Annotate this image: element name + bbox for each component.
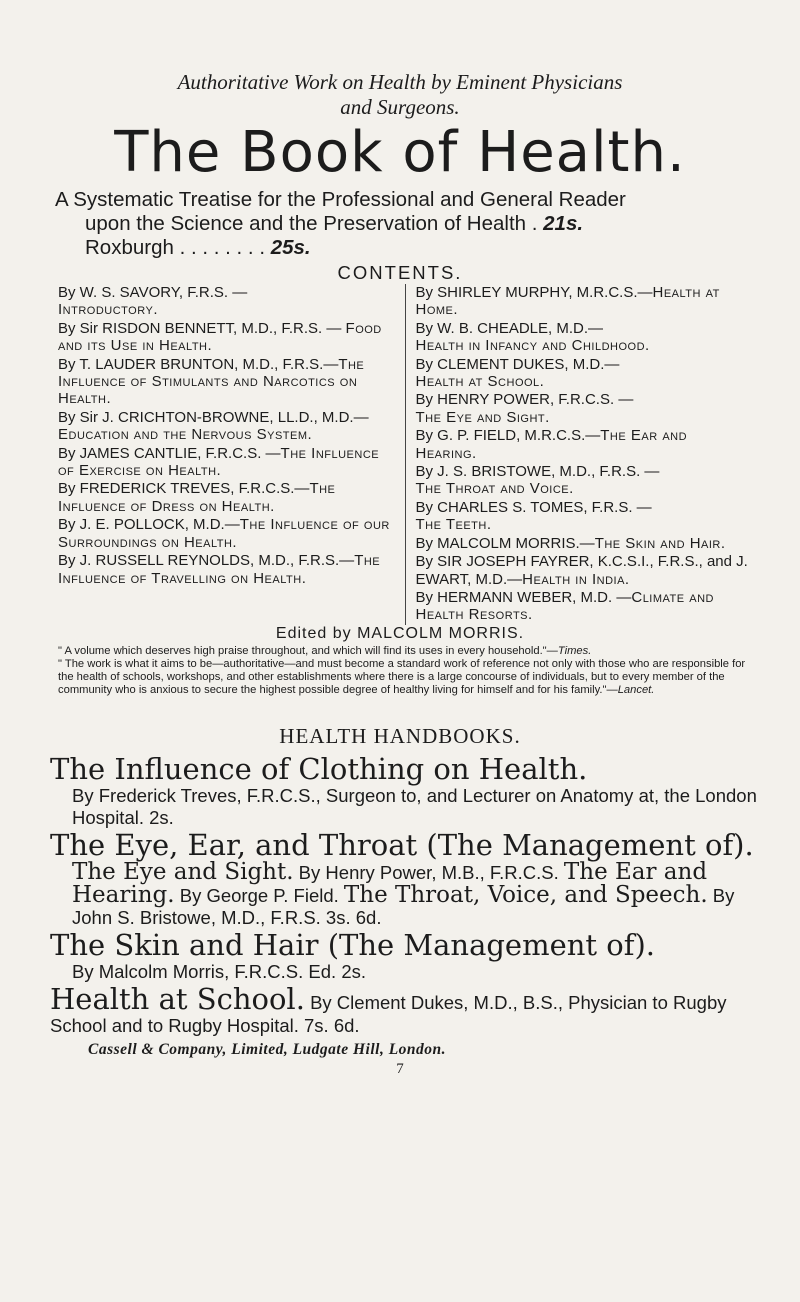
entry-author: By CHARLES S. TOMES, F.R.S. — (415, 498, 652, 516)
entry-author: By HENRY POWER, F.R.C.S. — (415, 391, 634, 409)
handbook-details: By Malcolm Morris, F.R.C.S. Ed. 2s. (72, 960, 366, 982)
handbook-part: The Ear and Hearing. (72, 858, 708, 908)
handbook-author: By George P. Field. (174, 884, 344, 906)
page-title: The Book of Health. (114, 120, 686, 185)
handbook-item (50, 929, 760, 983)
entry-subject: Health at School. (415, 373, 545, 391)
entry-author: By MALCOLM MORRIS.— (415, 534, 595, 552)
entry-author: By FREDERICK TREVES, F.R.C.S.— (58, 480, 310, 498)
entry-subject: Climate and Health Resorts. (415, 588, 714, 624)
intro-line3-text: Roxburgh . . . . . . . . (85, 236, 271, 259)
intro-line1: A Systematic Treatise for the Professional and General Reader (55, 188, 626, 211)
entry-author: By G. P. FIELD, M.R.C.S.— (415, 427, 601, 445)
contents-entry (416, 535, 753, 552)
entry-author: By T. LAUDER BRUNTON, M.D., F.R.S.— (58, 355, 339, 373)
handbooks-list (50, 753, 760, 1037)
entry-subject: The Ear and Hearing. (415, 427, 688, 462)
entry-subject: Health in India. (522, 570, 630, 588)
quote-text: " A volume which deserves high praise throughout, and which will find its uses in every household."— (58, 644, 558, 657)
intro-line2 (55, 212, 755, 236)
contents-entry (58, 552, 395, 587)
price-roxburgh: 25s. (270, 236, 311, 259)
entry-author: By HERMANN WEBER, M.D. — (415, 588, 632, 606)
handbook-details: By Frederick Treves, F.R.C.S., Surgeon to, and Lecturer on Anatomy at, the London Hospital. 2s. (72, 784, 757, 828)
entry-author: By CLEMENT DUKES, M.D.— (415, 355, 620, 373)
entry-subject: Food and its Use in Health. (58, 319, 382, 355)
handbook-title: The Eye, Ear, and Throat (The Management of). (50, 827, 754, 862)
contents-entry (416, 356, 753, 391)
entry-subject: The Influence of Exercise on Health. (58, 444, 380, 480)
contents-entry (58, 284, 395, 319)
tagline-line1: Authoritative Work on Health by Eminent Physicians (177, 70, 623, 94)
contents-entry (416, 427, 753, 462)
contents-entry (416, 499, 753, 534)
quote-source: Times. (557, 644, 592, 657)
review-quote (58, 645, 752, 658)
entry-subject: Education and the Nervous System. (58, 426, 313, 444)
handbook-details: By Clement Dukes, M.D., B.S., Physician to Rugby School and to Rugby Hospital. 7s. 6d. (50, 991, 727, 1036)
quote-source: Lancet. (617, 684, 655, 697)
price-standard: 21s. (543, 212, 584, 235)
quote-text: " The work is what it aims to be—authoritative—and must become a standard work of reference not only with those who are responsible for the health of schools, workshops, and other establishments where there is a large concourse of individuals, but to every member of the community who is anxious to secure the highest possible degree of healthy living for himself and for his family."— (58, 657, 746, 697)
contents-entry (416, 589, 753, 624)
header-tagline (0, 0, 800, 120)
contents-title: CONTENTS. (337, 262, 463, 283)
entry-subject: The Teeth. (415, 516, 492, 534)
handbook-part: The Throat, Voice, and Speech. (343, 881, 708, 908)
contents-entry (416, 391, 753, 426)
contents-entry (58, 516, 395, 551)
editor-line: Edited by MALCOLM MORRIS. (275, 624, 525, 642)
handbooks-title: HEALTH HANDBOOKS. (279, 723, 521, 748)
entry-subject: The Influence of Stimulants and Narcotics on Health. (58, 355, 365, 408)
entry-subject: Health at Home. (415, 284, 720, 319)
entry-author: By SHIRLEY MURPHY, M.R.C.S.— (415, 284, 653, 301)
entry-author: By W. B. CHEADLE, M.D.— (415, 319, 604, 337)
contents-columns (58, 284, 752, 625)
entry-subject: The Influence of Dress on Health. (58, 480, 336, 515)
handbook-title: The Skin and Hair (The Management of). (50, 927, 656, 962)
entry-author: By J. S. BRISTOWE, M.D., F.R.S. — (415, 463, 660, 481)
handbook-item (50, 753, 760, 829)
review-quotes (58, 645, 752, 698)
contents-right-column (406, 284, 753, 625)
entry-subject: The Throat and Voice. (415, 480, 574, 498)
intro-line2-text: upon the Science and the Preservation of Health . (85, 212, 544, 235)
handbook-author: By John S. Bristowe, M.D., F.R.S. 3s. 6d. (72, 884, 735, 928)
handbook-item (50, 983, 760, 1037)
tagline-line2: and Surgeons. (340, 95, 460, 119)
entry-author: By W. S. SAVORY, F.R.S. — (58, 284, 248, 301)
intro (55, 188, 755, 260)
entry-author: By J. E. POLLOCK, M.D.— (58, 516, 240, 534)
handbook-title: Health at School. (50, 981, 305, 1016)
contents-entry (58, 320, 395, 355)
handbook-author: By Henry Power, M.B., F.R.C.S. (293, 861, 564, 883)
contents-entry (58, 409, 395, 444)
entry-subject: The Eye and Sight. (415, 408, 550, 426)
contents-entry (58, 356, 395, 408)
entry-subject: The Skin and Hair. (594, 534, 726, 552)
contents-entry (416, 463, 753, 498)
entry-author: By Sir RISDON BENNETT, M.D., F.R.S. — (58, 319, 346, 337)
entry-author: By J. RUSSELL REYNOLDS, M.D., F.R.S.— (58, 552, 355, 570)
contents-entry (58, 480, 395, 515)
handbook-title: The Influence of Clothing on Health. (50, 751, 588, 786)
entry-author: By Sir J. CRICHTON-BROWNE, LL.D., M.D.— (58, 408, 369, 426)
contents-entry (416, 320, 753, 355)
handbook-item (50, 829, 760, 929)
contents-left-column (58, 284, 406, 625)
page-number: 7 (396, 1060, 404, 1077)
publisher-imprint: Cassell & Company, Limited, Ludgate Hill, London. (88, 1040, 447, 1058)
entry-subject: Introductory. (58, 301, 158, 319)
entry-author: By SIR JOSEPH FAYRER, K.C.S.I., F.R.S., and J. EWART, M.D.— (415, 553, 748, 588)
contents-entry (416, 284, 753, 319)
contents-entry (416, 553, 753, 588)
handbook-details (50, 858, 760, 929)
intro-line3 (55, 236, 755, 260)
entry-subject: Health in Infancy and Childhood. (415, 337, 650, 355)
review-quote (58, 658, 752, 698)
contents-entry (58, 445, 395, 480)
entry-subject: The Influence of our Surroundings on Health. (58, 516, 390, 551)
handbook-part: The Eye and Sight. (72, 858, 294, 885)
entry-subject: The Influence of Travelling on Health. (58, 552, 381, 587)
entry-author: By JAMES CANTLIE, F.R.C.S. — (58, 444, 281, 462)
